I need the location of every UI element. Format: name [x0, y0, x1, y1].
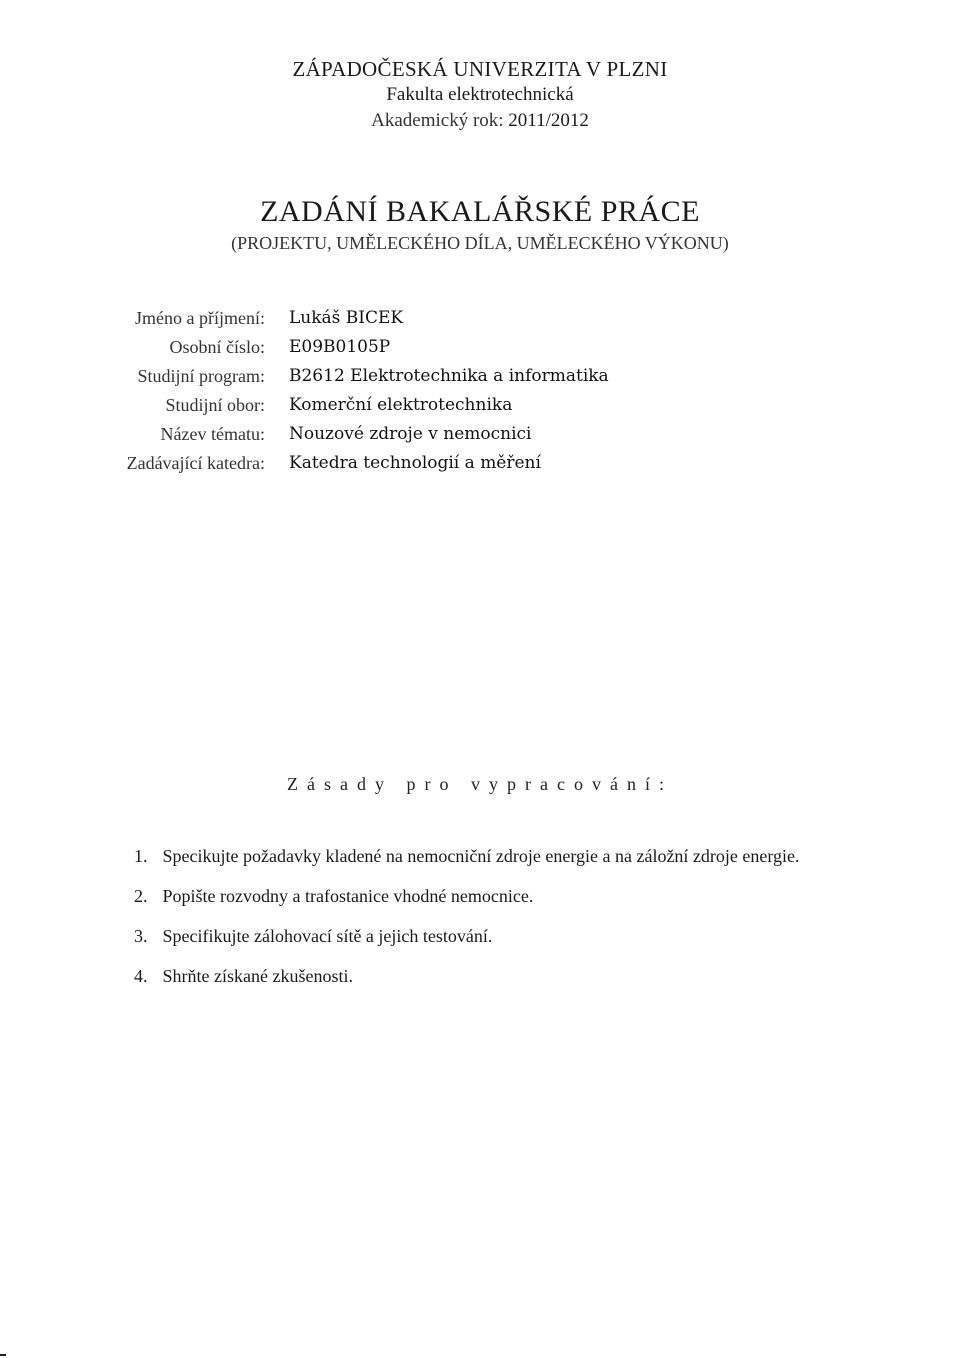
list-item-number: 3.: [134, 926, 148, 946]
university-name: ZÁPADOČESKÁ UNIVERZITA V PLZNI: [292, 57, 668, 81]
academic-year-label: Akademický rok:: [371, 110, 504, 131]
list-item: [134, 956, 914, 996]
info-row-study-program: [0, 362, 960, 391]
info-row-name: [0, 304, 960, 333]
scan-mark: [0, 1354, 6, 1356]
info-value: Nouzové zdroje v nemocnici: [289, 424, 532, 444]
list-item-text: Specifikujte zálohovací sítě a jejich testování.: [162, 926, 493, 946]
info-row-study-field: [0, 391, 960, 420]
info-label: Studijní obor:: [165, 395, 265, 415]
info-value: E09B0105P: [289, 337, 391, 357]
info-value: B2612 Elektrotechnika a informatika: [289, 366, 609, 386]
info-label: Název tématu:: [160, 424, 265, 444]
list-item: [134, 916, 914, 956]
list-item: [134, 836, 914, 876]
list-item: [134, 876, 914, 916]
list-item-number: 2.: [134, 886, 148, 906]
academic-year: [0, 108, 960, 134]
list-item-text: Specikujte požadavky kladené na nemocniční zdroje energie a na záložní zdroje energie.: [162, 846, 800, 866]
principles-list: [134, 836, 914, 996]
list-item-text: Popište rozvodny a trafostanice vhodné nemocnice.: [162, 886, 534, 906]
list-item-text: Shrňte získané zkušenosti.: [162, 966, 353, 986]
principles-heading: Zásady pro vypracování:: [287, 774, 673, 794]
info-label: Zadávající katedra:: [126, 453, 265, 473]
info-row-topic: [0, 420, 960, 449]
student-info: [0, 304, 960, 478]
list-item-number: 1.: [134, 846, 148, 866]
info-value: Lukáš BICEK: [289, 308, 404, 328]
info-value: Katedra technologií a měření: [289, 453, 541, 473]
document-subtitle: (PROJEKTU, UMĚLECKÉHO DÍLA, UMĚLECKÉHO VÝKONU): [231, 233, 729, 253]
document-title: ZADÁNÍ BAKALÁŘSKÉ PRÁCE: [260, 195, 700, 228]
info-label: Jméno a příjmení:: [135, 308, 265, 328]
faculty-name: Fakulta elektrotechnická: [386, 84, 574, 105]
info-label: Osobní číslo:: [169, 337, 265, 357]
title-block: [0, 194, 960, 256]
academic-year-value: 2011/2012: [508, 110, 589, 131]
info-row-personal-number: [0, 333, 960, 362]
info-row-department: [0, 449, 960, 478]
document-header: [0, 56, 960, 134]
list-item-number: 4.: [134, 966, 148, 986]
info-value: Komerční elektrotechnika: [289, 395, 513, 415]
info-label: Studijní program:: [137, 366, 265, 386]
